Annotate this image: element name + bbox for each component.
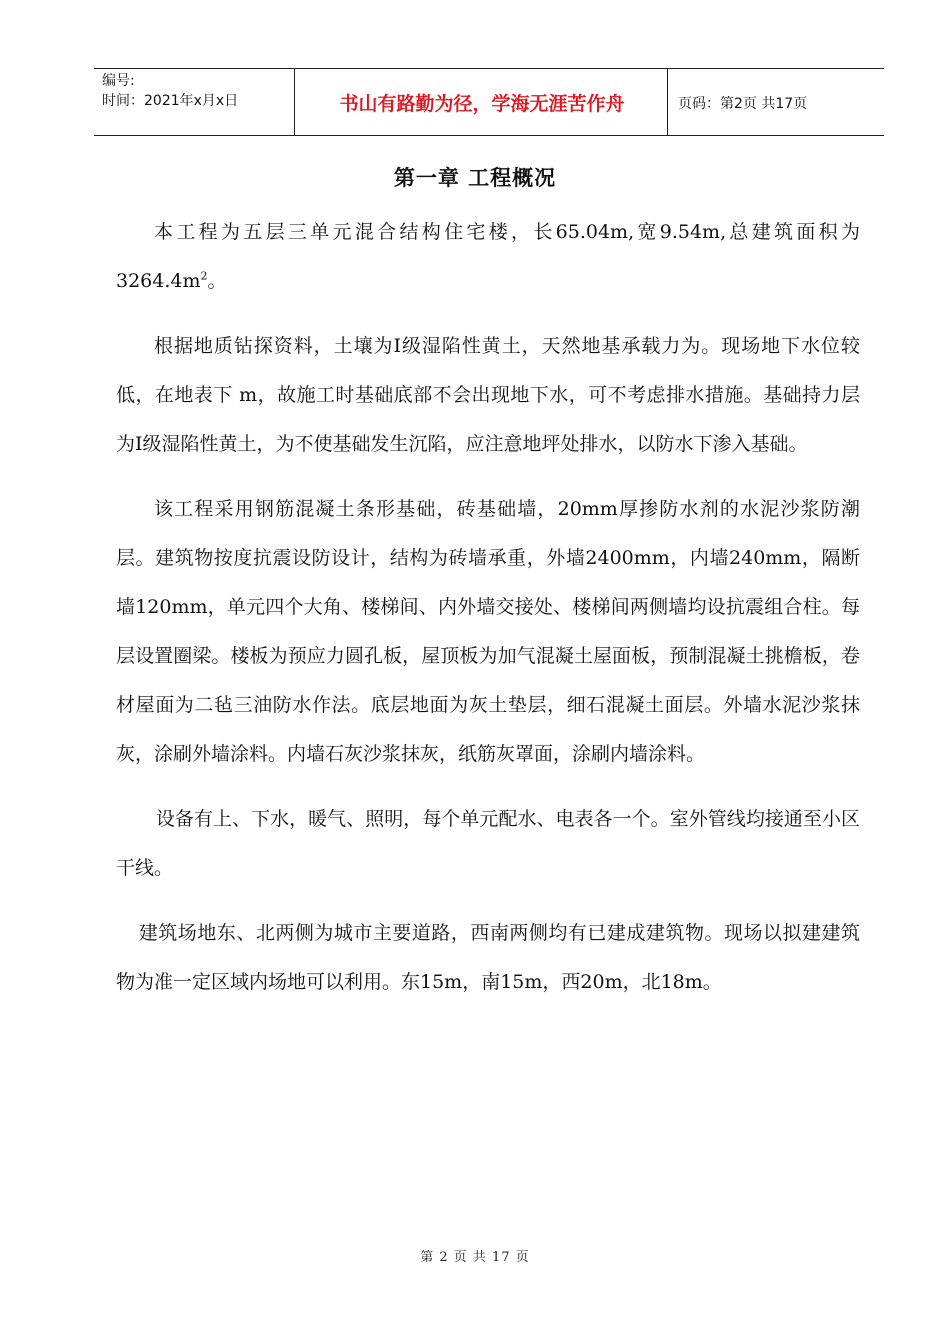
header-meta — [102, 71, 238, 111]
time-label: 时间：2021年x月x日 — [102, 93, 239, 109]
header-page-label: 页码：第2页 共17页 — [678, 96, 808, 112]
superscript: 2 — [200, 269, 208, 283]
header-divider — [294, 69, 295, 135]
document-header — [94, 68, 884, 136]
paragraph-text: 。 — [207, 270, 227, 292]
number-label: 编号: — [102, 73, 135, 89]
document-body — [116, 208, 860, 1007]
chapter-title: 第一章 工程概况 — [393, 166, 557, 190]
paragraph — [116, 208, 860, 306]
paragraph: 根据地质钻探资料，土壤为Ⅰ级湿陷性黄土，天然地基承载力为。现场地下水位较低，在地表下 m，故施工时基础底部不会出现地下水，可不考虑排水措施。基础持力层为Ⅰ级湿陷性黄土，为不使基础发生沉陷，应注意地坪处排水，以防水下渗入基础。 — [116, 335, 860, 455]
paragraph: 该工程采用钢筋混凝土条形基础，砖基础墙，20mm厚掺防水剂的水泥沙浆防潮层。建筑物按度抗震设防设计，结构为砖墙承重，外墙2400mm，内墙240mm，隔断墙120mm，单元四个大角、楼梯间、内外墙交接处、楼梯间两侧墙均设抗震组合柱。每层设置圈梁。楼板为预应力圆孔板，屋顶板为加气混凝土屋面板，预制混凝土挑檐板，卷材屋面为二毡三油防水作法。底层地面为灰土垫层，细石混凝土面层。外墙水泥沙浆抹灰，涂刷外墙涂料。内墙石灰沙浆抹灰，纸筋灰罩面，涂刷内墙涂料。 — [116, 498, 860, 765]
header-motto: 书山有路勤为径，学海无涯苦作舟 — [339, 93, 625, 115]
page-footer: 第 2 页 共 17 页 — [420, 1250, 530, 1265]
paragraph: 建筑场地东、北两侧为城市主要道路，西南两侧均有已建成建筑物。现场以拟建建筑物为准一定区域内场地可以利用。东15m，南15m，西20m，北18m。 — [116, 922, 860, 993]
paragraph: 设备有上、下水，暖气、照明，每个单元配水、电表各一个。室外管线均接通至小区干线。 — [116, 808, 860, 879]
paragraph-text: 本工程为五层三单元混合结构住宅楼，长65.04m,宽9.54m,总建筑面积为3264.4m — [116, 221, 860, 292]
